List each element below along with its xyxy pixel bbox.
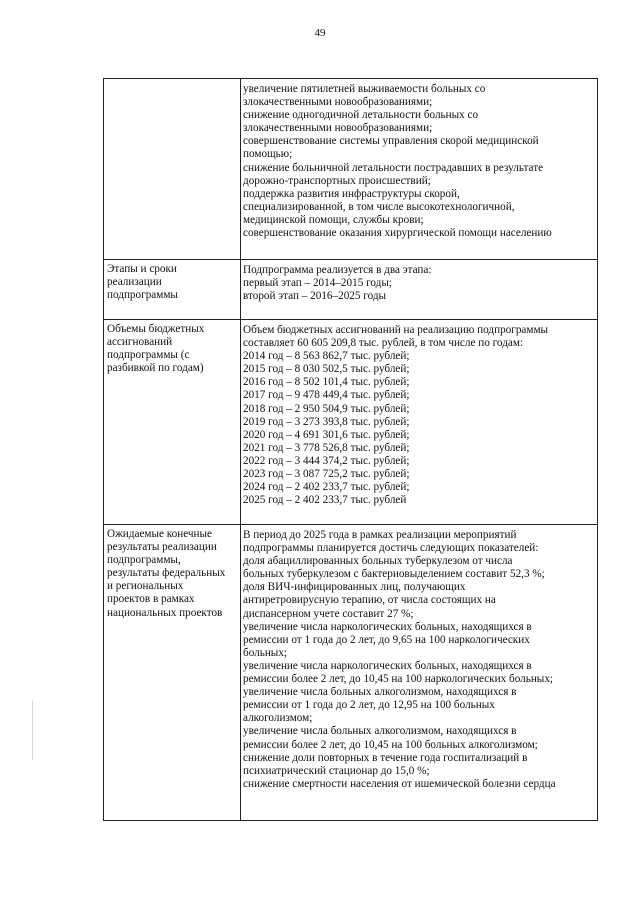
row-content <box>241 260 598 320</box>
table-row <box>104 260 598 320</box>
text-line: В период до 2025 года в рамках реализации мероприятий <box>243 529 517 541</box>
text-line: злокачественными новообразованиями; <box>243 122 433 135</box>
text-line: увеличение числа наркологических больных, находящихся в <box>243 620 532 633</box>
row-content <box>241 525 598 821</box>
text-line: подпрограммы <box>107 289 178 302</box>
text-line: 2014 год – 8 563 862,7 тыс. рублей; <box>243 350 410 363</box>
text-line: снижение доли повторных в течение года госпитализаций в <box>243 751 528 764</box>
text-line: доля ВИЧ-инфицированных лиц, получающих <box>243 581 466 594</box>
text-line: антиретровирусную терапию, от числа состоящих на <box>243 594 496 607</box>
scan-margin-mark <box>32 700 33 760</box>
text-line: Объемы бюджетных <box>107 323 205 335</box>
text-line: составляет 60 605 209,8 тыс. рублей, в том числе по годам: <box>243 337 524 350</box>
text-line: снижение одногодичной летальности больных со <box>243 109 479 122</box>
text-line: подпрограммы, <box>107 554 181 567</box>
text-line: Подпрограмма реализуется в два этапа: <box>243 264 432 276</box>
text-line: совершенствование оказания хирургической помощи населению <box>243 227 552 240</box>
text-line: 2024 год – 2 402 233,7 тыс. рублей; <box>243 481 410 494</box>
text-line: увеличение числа больных алкоголизмом, находящихся в <box>243 686 517 699</box>
text-line: совершенствование системы управления скорой медицинской <box>243 135 539 148</box>
text-line: 2023 год – 3 087 725,2 тыс. рублей; <box>243 468 410 481</box>
text-line: проектов в рамках <box>107 593 195 606</box>
text-line: медицинской помощи, службы крови; <box>243 213 424 226</box>
text-line: помощью; <box>243 148 293 161</box>
text-line: увеличение числа больных алкоголизмом, находящихся в <box>243 725 517 738</box>
row-label <box>104 320 241 525</box>
text-line: 2020 год – 4 691 301,6 тыс. рублей; <box>243 428 410 441</box>
table-row <box>104 525 598 821</box>
text-line: больных; <box>243 646 288 659</box>
row-label <box>104 79 241 260</box>
text-line: ассигнований <box>107 336 173 349</box>
text-line: увеличение числа наркологических больных, находящихся в <box>243 659 532 672</box>
text-line: психиатрический стационар до 15,0 %; <box>243 764 430 777</box>
page-number: 49 <box>314 27 326 39</box>
row-label <box>104 525 241 821</box>
text-line: 2022 год – 3 444 374,2 тыс. рублей; <box>243 454 410 467</box>
row-content <box>241 320 598 525</box>
text-line: ремиссии более 2 лет, до 10,45 на 100 больных алкоголизмом; <box>243 738 538 751</box>
text-line: специализированной, в том числе высокотехнологичной, <box>243 200 515 213</box>
text-line: Этапы и сроки <box>107 263 177 275</box>
text-line: 2017 год – 9 478 449,4 тыс. рублей; <box>243 389 410 402</box>
text-line: диспансерном учете составит 27 %; <box>243 607 414 620</box>
text-line: 2021 год – 3 778 526,8 тыс. рублей; <box>243 441 410 454</box>
text-line: 2018 год – 2 950 504,9 тыс. рублей; <box>243 402 410 415</box>
text-line: и региональных <box>107 580 184 593</box>
text-line: ремиссии от 1 года до 2 лет, до 12,95 на 100 больных <box>243 699 495 712</box>
text-line: результаты реализации <box>107 541 217 554</box>
text-line: 2019 год – 3 273 393,8 тыс. рублей; <box>243 415 410 428</box>
text-line: поддержка развития инфраструктуры скорой, <box>243 187 460 200</box>
table-row <box>104 79 598 260</box>
text-line: 2015 год – 8 030 502,5 тыс. рублей; <box>243 363 410 376</box>
text-line: ремиссии более 2 лет, до 10,45 на 100 наркологических больных; <box>243 673 554 686</box>
text-line: национальных проектов <box>107 606 223 619</box>
text-line: 2016 год – 8 502 101,4 тыс. рублей; <box>243 376 410 389</box>
text-line: 2025 год – 2 402 233,7 тыс. рублей <box>243 494 407 507</box>
text-line: второй этап – 2016–2025 годы <box>243 290 387 303</box>
text-line: Объем бюджетных ассигнований на реализацию подпрограммы <box>243 324 549 336</box>
text-line: увеличение пятилетней выживаемости больных со <box>243 83 486 95</box>
table-row <box>104 320 598 525</box>
program-table <box>103 78 598 821</box>
text-line: подпрограммы планируется достичь следующих показателей: <box>243 542 539 555</box>
text-line: Ожидаемые конечные <box>107 528 213 540</box>
text-line: разбивкой по годам) <box>107 362 204 375</box>
text-line: снижение смертности населения от ишемической болезни сердца <box>243 777 556 790</box>
text-line: ремиссии от 1 года до 2 лет, до 9,65 на 100 наркологических <box>243 633 530 646</box>
text-line: реализации <box>107 276 162 289</box>
text-line: результаты федеральных <box>107 567 226 580</box>
text-line: больных туберкулезом с бактериовыделением составит 52,3 %; <box>243 568 545 581</box>
text-line: снижение больничной летальности пострадавших в результате <box>243 161 544 174</box>
text-line: дорожно-транспортных происшествий; <box>243 174 431 187</box>
text-line: алкоголизмом; <box>243 712 313 725</box>
text-line: злокачественными новообразованиями; <box>243 96 433 109</box>
row-label <box>104 260 241 320</box>
row-content <box>241 79 598 260</box>
text-line: доля абациллированных больных туберкулезом от числа <box>243 555 513 568</box>
text-line: первый этап – 2014–2015 годы; <box>243 277 392 290</box>
text-line: подпрограммы (с <box>107 349 190 362</box>
